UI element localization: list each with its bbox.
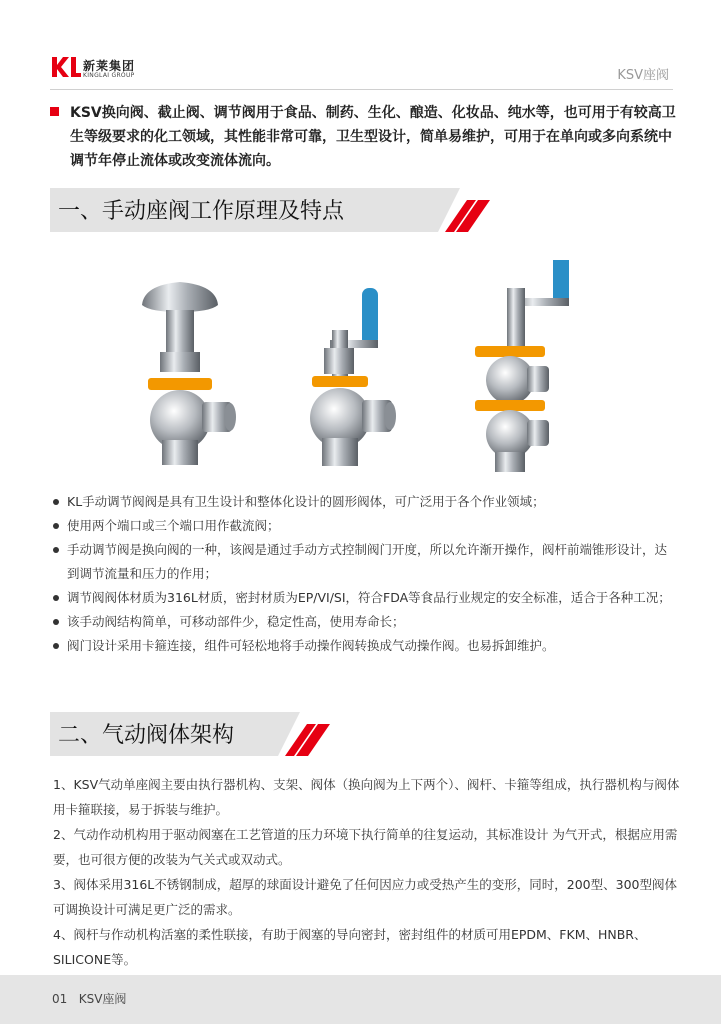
section-1-title: 一、手动座阀工作原理及特点 [58, 199, 345, 224]
lever-valve-image [290, 260, 410, 475]
feature-list [53, 490, 673, 658]
footer-title: KSV座阀 [78, 992, 127, 1006]
page-number: 01 [52, 992, 68, 1006]
paragraph: 2、气动作动机构用于驱动阀塞在工艺管道的压力环境下执行简单的往复运动，其标准设计 为气开式，根据应用需要，也可很方便的改装为气关式或双动式。 [53, 827, 678, 867]
list-item: 使用两个端口或三个端口用作截流阀； [53, 514, 673, 538]
header-divider [50, 89, 673, 90]
paragraph: 1、KSV气动单座阀主要由执行器机构、支架、阀体（换向阀为上下两个）、阀杆、卡箍等组成，执行器机构与阀体用卡箍联接，易于拆装与维护。 [53, 777, 680, 817]
bullet-dot-icon [53, 619, 59, 625]
double-body-valve-image [465, 260, 590, 475]
valve-photos [120, 260, 590, 475]
section-heading-2 [50, 712, 330, 756]
section-heading-1 [50, 188, 490, 232]
paragraph: 4、阀杆与作动机构活塞的柔性联接，有助于阀塞的导向密封，密封组件的材质可用EPDM、FKM、HNBR、SILICONE等。 [53, 927, 647, 967]
logo-chinese-name: 新莱集团 [83, 59, 136, 73]
bullet-dot-icon [53, 595, 59, 601]
red-square-bullet-icon [50, 107, 59, 116]
list-item: 阀门设计采用卡箍连接，组件可轻松地将手动操作阀转换成气动操作阀。也易拆卸维护。 [53, 634, 673, 658]
paragraph: 3、阀体采用316L不锈钢制成，超厚的球面设计避免了任何因应力或受热产生的变形，同时，200型、300型阀体可调换设计可满足更广泛的需求。 [53, 877, 677, 917]
page-footer [0, 975, 721, 1024]
intro-text: KSV换向阀、截止阀、调节阀用于食品、制药、生化、酿造、化妆品、纯水等，也可用于有较高卫生等级要求的化工领域，其性能非常可靠，卫生型设计，简单易维护，可用于在单向或多向系统中调节年停止流体或改变流体流向。 [70, 105, 676, 169]
kl-logo-mark [50, 54, 82, 80]
company-logo [50, 54, 160, 84]
list-item: KL手动调节阀阀是具有卫生设计和整体化设计的圆形阀体，可广泛用于各个作业领域； [53, 490, 673, 514]
bullet-dot-icon [53, 499, 59, 505]
header-title: KSV座阀 [617, 68, 669, 83]
bullet-dot-icon [53, 547, 59, 553]
section-2-title: 二、气动阀体架构 [58, 723, 235, 748]
footer-page-label [52, 990, 126, 1007]
structure-description [53, 772, 683, 972]
logo-english-name: KINGLAI GROUP [83, 72, 135, 79]
bullet-dot-icon [53, 643, 59, 649]
list-item: 手动调节阀是换向阀的一种，该阀是通过手动方式控制阀门开度，所以允许渐开操作，阀杆前端锥形设计，达到调节流量和压力的作用； [53, 538, 673, 586]
list-item: 该手动阀结构简单，可移动部件少，稳定性高，使用寿命长； [53, 610, 673, 634]
bullet-dot-icon [53, 523, 59, 529]
list-item: 调节阀阀体材质为316L材质，密封材质为EP/VI/SI，符合FDA等食品行业规定的安全标准，适合于各种工况； [53, 586, 673, 610]
intro-block [50, 101, 680, 173]
page-header [0, 0, 721, 95]
handwheel-valve-image [120, 260, 240, 475]
